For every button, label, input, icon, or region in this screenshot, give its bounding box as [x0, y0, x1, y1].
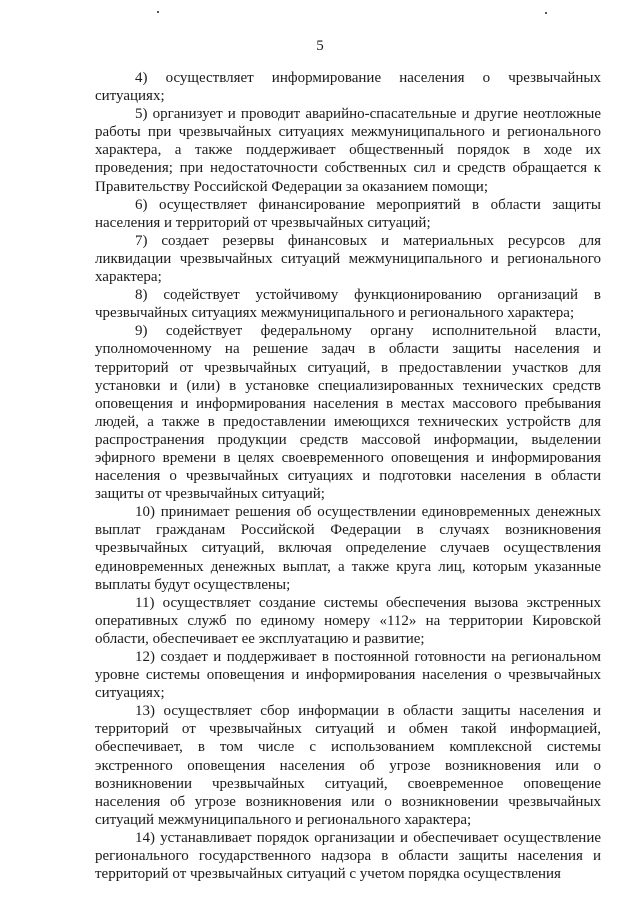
paragraph-item-12: 12) создает и поддерживает в постоянной готовности на региональном уровне системы оповещения и информирования населения о чрезвычайных ситуациях;: [95, 649, 601, 702]
scan-artifact: [545, 12, 547, 14]
paragraph-item-14: 14) устанавливает порядок организации и обеспечивает осуществление регионального государственного надзора в области защиты населения и территорий от чрезвычайных ситуаций с учетом порядка осуществления: [95, 829, 601, 883]
paragraph-item-11: 11) осуществляет создание системы обеспечения вызова экстренных оперативных служб по единому номеру «112» на территории Кировской области, обеспечивает ее эксплуатацию и развитие;: [95, 594, 601, 647]
paragraph-item-13: 13) осуществляет сбор информации в области защиты населения и территорий от чрезвычайных ситуаций и обмен такой информацией, обеспечивает, в том числе с использованием комплексной системы экстренного оповещения населения об угрозе возникновения или о возникновении чрезвычайных ситуаций, своевременное оповещение населения об угрозе возникновения или о возникновении чрезвычайных ситуаций межмуниципального и регионального характера;: [95, 703, 601, 828]
paragraph-item-6: 6) осуществляет финансирование мероприятий в области защиты населения и территорий от чрезвычайных ситуаций;: [95, 196, 601, 231]
scan-artifact: [157, 11, 159, 13]
paragraph-item-7: 7) создает резервы финансовых и материальных ресурсов для ликвидации чрезвычайных ситуаций межмуниципального и регионального характера;: [95, 232, 601, 286]
document-body: [95, 69, 601, 883]
paragraph-item-5: 5) организует и проводит аварийно-спасательные и другие неотложные работы при чрезвычайных ситуациях межмуниципального и регионального характера, а также поддерживает общественный порядок в ходе их проведения; при недостаточности собственных сил и средств обращается к Правительству Российской Федерации за оказанием помощи;: [95, 106, 601, 195]
paragraph-item-10: 10) принимает решения об осуществлении единовременных денежных выплат гражданам Российской Федерации в случаях возникновения чрезвычайных ситуаций, включая определение случаев осуществления единовременных денежных выплат, а также круга лиц, которым указанные выплаты будут осуществлены;: [95, 504, 601, 593]
paragraph-item-8: 8) содействует устойчивому функционированию организаций в чрезвычайных ситуациях межмуниципального и регионального характера;: [95, 287, 601, 322]
page-number: 5: [316, 38, 324, 54]
paragraph-item-9: 9) содействует федеральному органу исполнительной власти, уполномоченному на решение задач в области защиты населения и территорий от чрезвычайных ситуаций, в предоставлении участков для установки и (или) в установке специализированных технических средств оповещения и информирования населения в местах массового пребывания людей, а также в предоставлении имеющихся технических устройств для распространения продукции средств массовой информации, выделении эфирного времени в целях своевременного оповещения и информирования населения о чрезвычайных ситуациях и подготовки населения в области защиты от чрезвычайных ситуаций;: [95, 323, 601, 503]
paragraph-item-4: 4) осуществляет информирование населения о чрезвычайных ситуациях;: [95, 70, 601, 105]
